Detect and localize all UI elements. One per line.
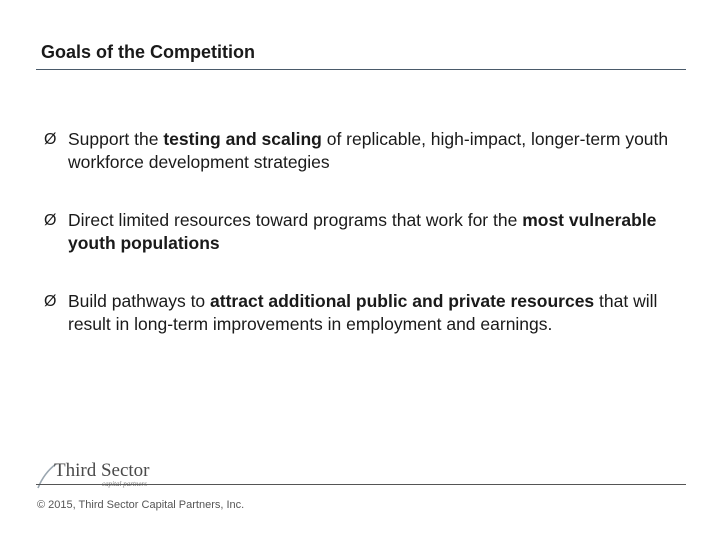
bullet-text-segment: of replicable, high-impact, longer-term youth workforce development strategies [68, 129, 669, 172]
arrow-bullet-icon: Ø [44, 212, 57, 229]
copyright-text: © 2015, Third Sector Capital Partners, Inc. [37, 499, 245, 511]
bullet-text-emphasis: attract additional public and private resources [210, 291, 595, 311]
arrow-bullet-icon: Ø [44, 293, 57, 310]
arrow-bullet-icon: Ø [44, 131, 57, 148]
bullet-text-segment: that will result in long-term improvements in employment and earnings. [68, 291, 658, 334]
title-divider [36, 69, 686, 70]
bullet-item-2 [44, 209, 684, 255]
bullet-text-emphasis: most vulnerable youth populations [68, 210, 657, 253]
logo-wordmark: Third Sector [54, 460, 150, 481]
bullet-list [44, 128, 684, 371]
footer-divider [36, 484, 686, 485]
bullet-text [68, 291, 657, 334]
bullet-text [68, 129, 668, 172]
bullet-text [68, 210, 656, 253]
bullet-text-segment: Build pathways to [68, 291, 211, 311]
bullet-text-segment: Direct limited resources toward programs that work for the [68, 210, 523, 230]
bullet-item-3 [44, 290, 684, 336]
slide-title: Goals of the Competition [41, 42, 255, 62]
bullet-text-emphasis: testing and scaling [163, 129, 322, 149]
third-sector-logo [36, 460, 176, 490]
bullet-item-1 [44, 128, 684, 174]
bullet-text-segment: Support the [68, 129, 164, 149]
logo-tagline: capital partners [102, 480, 147, 488]
